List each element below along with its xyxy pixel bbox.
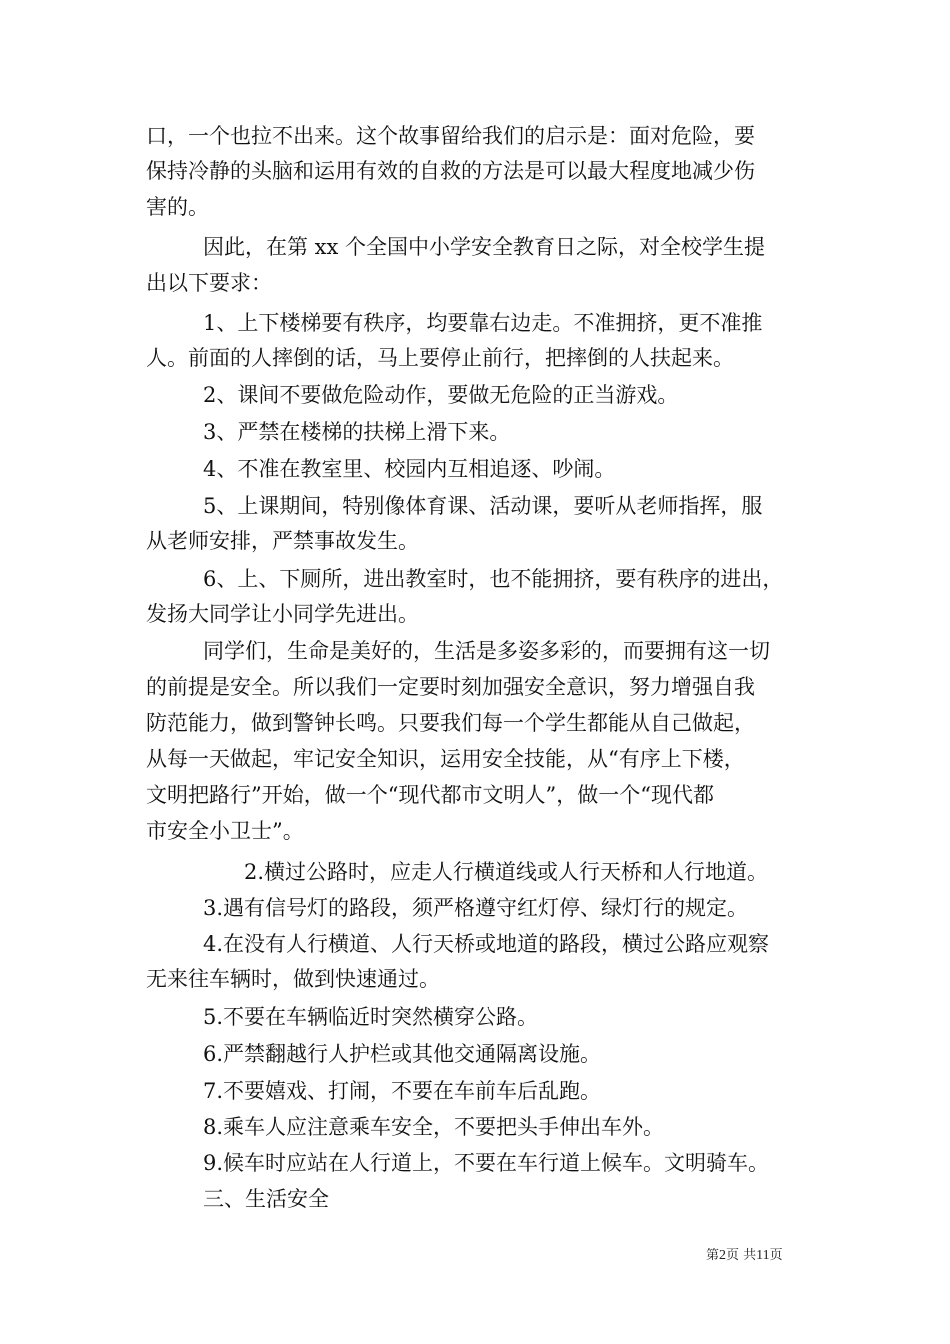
text-line: 防范能力，做到警钟长鸣。只要我们每一个学生都能从自己做起， [146, 711, 755, 735]
text-line: 从老师安排，严禁事故发生。 [146, 529, 419, 553]
text-line: 市安全小卫士”。 [146, 819, 304, 843]
footer-suffix: 页 [769, 1248, 783, 1263]
text-line: 2.横过公路时，应走人行横道线或人行天桥和人行地道。 [244, 860, 769, 884]
text-line: 害的。 [146, 195, 209, 219]
footer-middle: 页 共 [726, 1248, 757, 1263]
text-line: 保持冷静的头脑和运用有效的自救的方法是可以最大程度地减少伤 [146, 159, 755, 183]
text-line: 3.遇有信号灯的路段，须严格遵守红灯停、绿灯行的规定。 [203, 896, 749, 920]
text-line: 8.乘车人应注意乘车安全，不要把头手伸出车外。 [203, 1115, 665, 1139]
text-line: 发扬大同学让小同学先进出。 [146, 602, 419, 626]
text-line: 口，一个也拉不出来。这个故事留给我们的启示是：面对危险，要 [146, 124, 755, 148]
text-line: 4、不准在教室里、校园内互相追逐、吵闹。 [203, 457, 616, 481]
text-line: 出以下要求： [146, 271, 272, 295]
text-line: 3、严禁在楼梯的扶梯上滑下来。 [203, 420, 511, 444]
footer-total-pages: 11 [756, 1248, 770, 1263]
text-line: 9.候车时应站在人行道上，不要在车行道上候车。文明骑车。 [203, 1151, 770, 1175]
text-line: 三、生活安全 [203, 1187, 329, 1211]
text-line: 因此，在第 xx 个全国中小学安全教育日之际，对全校学生提 [203, 235, 766, 259]
footer-page-number: 2 [719, 1248, 727, 1263]
text-line: 5.不要在车辆临近时突然横穿公路。 [203, 1005, 539, 1029]
text-line: 1、上下楼梯要有秩序，均要靠右边走。不准拥挤，更不准推 [203, 311, 763, 335]
text-line: 人。前面的人摔倒的话，马上要停止前行，把摔倒的人扶起来。 [146, 346, 734, 370]
text-line: 4.在没有人行横道、人行天桥或地道的路段，横过公路应观察 [203, 932, 770, 956]
text-line: 无来往车辆时，做到快速通过。 [146, 967, 440, 991]
text-line: 同学们，生命是美好的，生活是多姿多彩的，而要拥有这一切 [203, 639, 770, 663]
text-line: 文明把路行”开始，做一个“现代都市文明人”，做一个“现代都 [146, 783, 714, 807]
text-line: 2、课间不要做危险动作，要做无危险的正当游戏。 [203, 383, 679, 407]
page-footer [706, 1247, 783, 1265]
text-line: 5、上课期间，特别像体育课、活动课，要听从老师指挥，服 [203, 494, 763, 518]
text-line: 7.不要嬉戏、打闹，不要在车前车后乱跑。 [203, 1079, 602, 1103]
text-line: 6、上、下厕所，进出教室时，也不能拥挤，要有秩序的进出， [203, 567, 784, 591]
text-line: 从每一天做起，牢记安全知识，运用安全技能，从“有序上下楼， [146, 747, 745, 771]
text-line: 的前提是安全。所以我们一定要时刻加强安全意识，努力增强自我 [146, 675, 755, 699]
text-line: 6.严禁翻越行人护栏或其他交通隔离设施。 [203, 1042, 602, 1066]
footer-prefix: 第 [706, 1248, 720, 1263]
